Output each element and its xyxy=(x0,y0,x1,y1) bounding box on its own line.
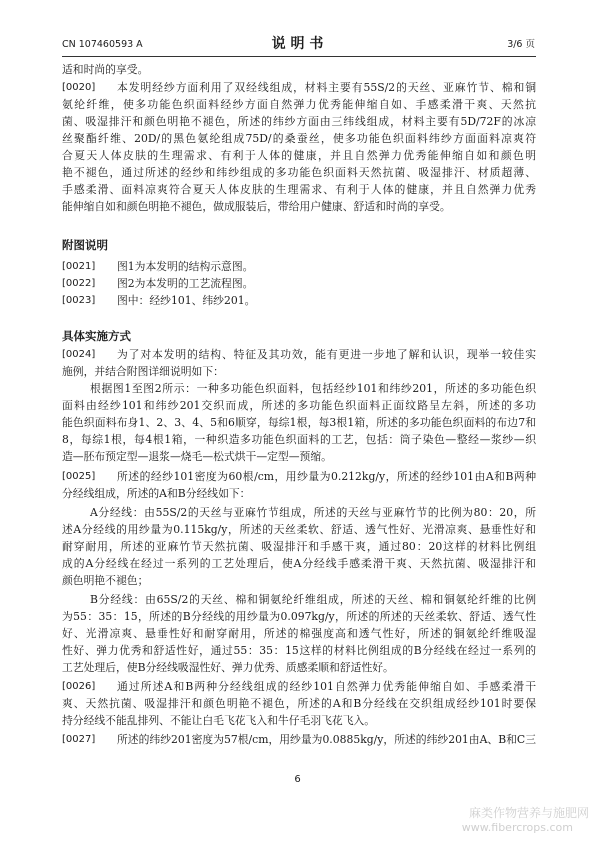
body-line: 分经线组成，所述的A和B分经线如下： xyxy=(62,487,251,500)
body-line: 菌、吸湿排汗和颜色明艳不褪色，所述的纬纱方面由三纬线组成，材料主要有5D/72F的冰凉 xyxy=(62,115,536,128)
body-line: 图中：经纱101、纬纱201。 xyxy=(117,294,256,307)
body-line: 能色织面料布身1、2、3、4、5和6顺穿，每综1根，每3根1箱，所述的多功能色织面料的布边7和 xyxy=(62,416,536,429)
watermark-url: www.fibercrops.com xyxy=(461,821,573,834)
header-rule xyxy=(62,56,536,57)
document-title: 说 明 书 xyxy=(271,36,324,52)
body-line: 本发明经纱方面利用了双经线组成，材料主要有55S/2的天丝、亚麻竹节、棉和铜 xyxy=(117,81,536,94)
body-line: 能伸缩自如和颜色明艳不褪色，做成服装后，带给用户健康、舒适和时尚的享受。 xyxy=(62,200,451,213)
body-line: 工艺处理后，使B分经线吸湿性好、弹力优秀、质感柔顺和舒适性好。 xyxy=(62,661,394,674)
body-line: 图2为本发明的工艺流程图。 xyxy=(117,277,254,290)
body-line: 成的A分经线在经过一系列的工艺处理后，使A分经线手感柔滑干爽、天然抗菌、吸湿排汗和 xyxy=(62,557,536,570)
body-line: 造—胚布预定型—退浆—烧毛—松式烘干—定型—预缩。 xyxy=(62,450,332,463)
body-line: 耐穿耐用，所述的亚麻竹节天然抗菌、吸湿排汗和手感干爽，通过80：20这样的材料比例组 xyxy=(62,540,536,553)
paragraph-0023 xyxy=(62,292,536,309)
section-heading-embodiment: 具体实施方式 xyxy=(62,329,131,343)
body-line: 图1为本发明的结构示意图。 xyxy=(117,260,254,273)
paragraph-0025 xyxy=(62,468,536,485)
body-line: 手感柔滑、面料凉爽符合夏天人体皮肤的生理需求、有利于人体的健康，并且自然弹力优秀 xyxy=(62,183,536,196)
paragraph-number: [0026] xyxy=(62,681,96,692)
body-line: 合夏天人体皮肤的生理需求、有利于人体的健康，并且自然弹力优秀能伸缩自如和颜色明 xyxy=(62,149,536,162)
body-line: 为了对本发明的结构、特征及其功效，能有更进一步地了解和认识，现举一较佳实 xyxy=(117,348,536,361)
paragraph-0026 xyxy=(62,678,536,695)
body-line: 述A分经线的用纱量为0.115kg/y，所述的天丝柔软、舒适、透气性好、光滑凉爽、悬垂性好和 xyxy=(62,523,536,536)
paragraph-number: [0022] xyxy=(62,278,96,289)
paragraph-number: [0021] xyxy=(62,261,96,272)
document-body xyxy=(62,61,536,748)
paragraph-number: [0023] xyxy=(62,295,96,306)
body-line: A分经线：由55S/2的天丝与亚麻竹节组成，所述的天丝与亚麻竹节的比例为80：20，所 xyxy=(90,506,536,519)
body-line: 根据图1至图2所示：一种多功能色织面料，包括经纱101和纬纱201，所述的多功能色织 xyxy=(90,382,536,395)
paragraph-number: [0025] xyxy=(62,471,96,482)
body-line: 所述的纬纱201密度为57根/cm，用纱量为0.0885kg/y，所述的纬纱201由A、B和C三 xyxy=(117,733,536,746)
body-line: 施例，并结合附图详细说明如下： xyxy=(62,365,224,378)
paragraph-0022 xyxy=(62,275,536,292)
body-line: 氨纶纤维，使多功能色织面料经纱方面自然弹力优秀能伸缩自如、手感柔滑干爽、天然抗 xyxy=(62,98,536,111)
paragraph-number: [0020] xyxy=(62,82,96,93)
paragraph-0020 xyxy=(62,79,536,96)
body-line: 持分经线不能乱排列、不能让白毛飞花飞入和牛仔毛羽飞花飞入。 xyxy=(62,714,376,727)
page-number: 6 xyxy=(294,774,301,785)
watermark-text: 麻类作物营养与施肥网 xyxy=(468,806,589,820)
body-line: 适和时尚的享受。 xyxy=(62,63,149,76)
body-line: 8，每综1根，每4根1箱，一种织造多功能色织面料的工艺，包括：筒子染色—整经—浆纱—织 xyxy=(62,433,536,446)
paragraph-0021 xyxy=(62,258,536,275)
paragraph-0024 xyxy=(62,346,536,363)
body-line: 为55：35：15，所述的B分经线的用纱量为0.097kg/y，所述的所述的天丝柔软、舒适、透气性 xyxy=(62,610,536,623)
body-line: 性好、弹力优秀和舒适性好，通过55：35：15这样的材料比例组成的B分经线在经过一系列的 xyxy=(62,644,536,657)
body-line: 爽、天然抗菌、吸湿排汗和颜色明艳不褪色，所述的A和B分经线在交织组成经纱101时要保 xyxy=(62,697,536,710)
body-line: 面料由经纱101和纬纱201交织而成，所述的多功能色织面料正面纹路呈左斜，所述的多功 xyxy=(62,399,536,412)
paragraph-number: [0024] xyxy=(62,349,96,360)
paragraph-number: [0027] xyxy=(62,734,96,745)
patent-number: CN 107460593 A xyxy=(62,39,143,50)
body-line: 艳不褪色，通过所述的经纱和纬纱组成的多功能色织面料天然抗菌、吸湿排汗、材质超薄、 xyxy=(62,166,536,179)
body-line: 颜色明艳不褪色； xyxy=(62,574,149,587)
page-counter: 3/6 页 xyxy=(507,39,535,50)
body-line: 好、光滑凉爽、悬垂性好和耐穿耐用，所述的棉强度高和透气性好，所述的铜氨纶纤维吸湿 xyxy=(62,627,536,640)
body-line: B分经线：由65S/2的天丝、棉和铜氨纶纤维组成，所述的天丝、棉和铜氨纶纤维的比例 xyxy=(90,593,536,606)
paragraph-0027 xyxy=(62,731,536,748)
body-line: 通过所述A和B两种分经线组成的经纱101自然弹力优秀能伸缩自如、手感柔滑干 xyxy=(117,680,536,693)
body-line: 所述的经纱101密度为60根/cm，用纱量为0.212kg/y，所述的经纱101由A和B两种 xyxy=(117,470,536,483)
body-line: 丝聚酯纤维、20D/的黑色氨纶组成75D/的桑蚕丝，使多功能色织面料纬纱方面面料凉爽符 xyxy=(62,132,536,145)
section-heading-drawings: 附图说明 xyxy=(62,238,108,252)
